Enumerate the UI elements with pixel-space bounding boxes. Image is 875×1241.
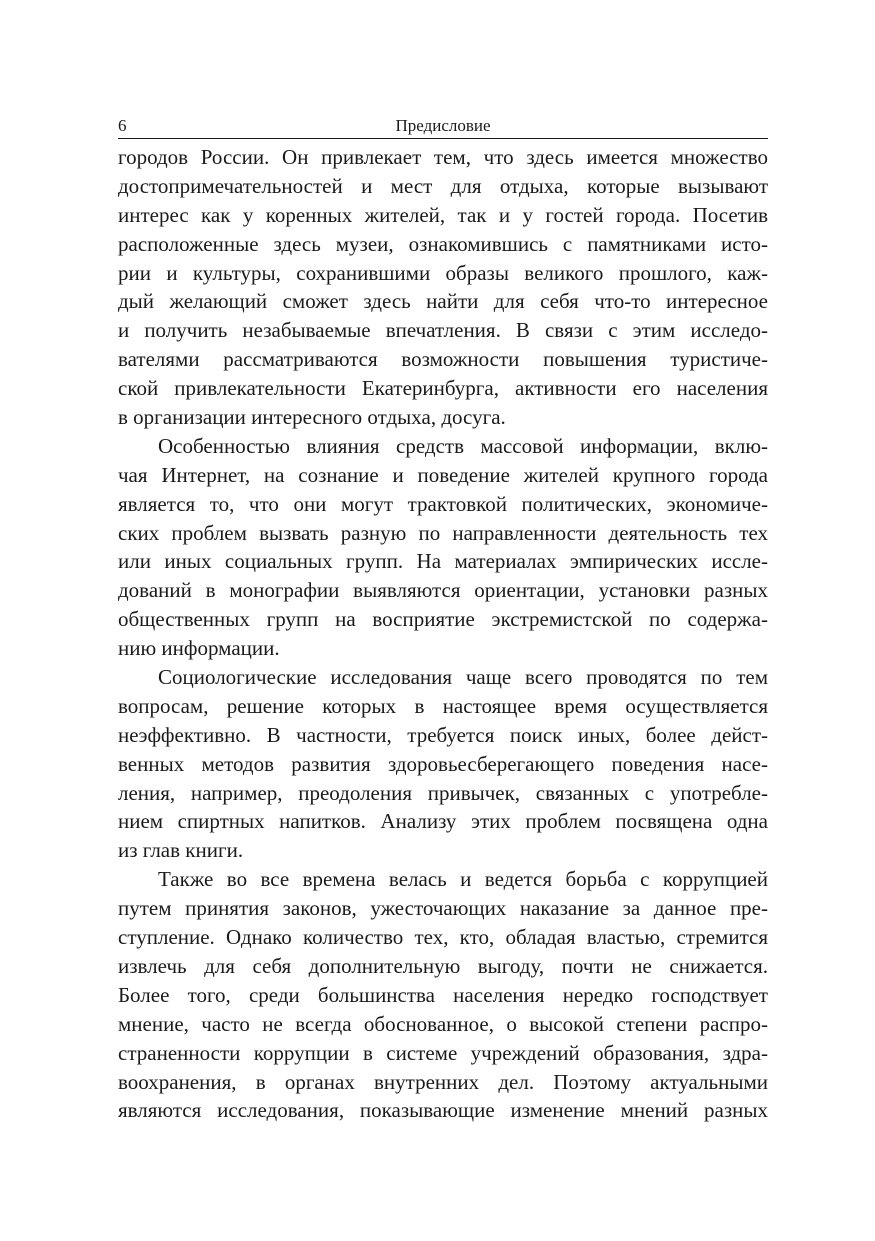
text-line: из глав книги. xyxy=(118,838,244,863)
text-line: ской привлекательности Екатеринбурга, активности его населения xyxy=(118,376,768,401)
section-title: Предисловие xyxy=(395,116,491,135)
text-line: расположенные здесь музеи, ознакомившись с памятниками исто- xyxy=(118,231,768,256)
text-line: вателями рассматриваются возможности повышения туристиче- xyxy=(118,347,768,372)
text-line: интерес как у коренных жителей, так и у гостей города. Посетив xyxy=(118,202,768,227)
text-line: достопримечательностей и мест для отдыха, которые вызывают xyxy=(118,173,768,198)
text-line: страненности коррупции в системе учреждений образования, здра- xyxy=(118,1040,768,1065)
text-line: чая Интернет, на сознание и поведение жителей крупного города xyxy=(118,462,768,487)
text-line: дований в монографии выявляются ориентации, установки разных xyxy=(118,578,768,603)
running-header xyxy=(118,112,768,139)
text-line: воохранения, в органах внутренних дел. Поэтому актуальными xyxy=(118,1069,768,1094)
text-line: общественных групп на восприятие экстремистской по содержа- xyxy=(118,607,768,632)
text-line: путем принятия законов, ужесточающих наказание за данное пре- xyxy=(118,896,768,921)
text-line: Более того, среди большинства населения нередко господствует xyxy=(118,982,768,1007)
paragraph xyxy=(118,432,768,663)
paragraph xyxy=(118,865,768,1125)
text-line: нию информации. xyxy=(118,636,280,661)
book-page xyxy=(118,112,768,1125)
text-line: рии и культуры, сохранившими образы великого прошлого, каж- xyxy=(118,260,768,285)
text-line: извлечь для себя дополнительную выгоду, почти не снижается. xyxy=(118,953,768,978)
page-number: 6 xyxy=(118,116,127,135)
text-line: ступление. Однако количество тех, кто, обладая властью, стремится xyxy=(118,925,768,950)
text-line: в организации интересного отдыха, досуга. xyxy=(118,405,506,430)
text-line: венных методов развития здоровьесберегающего поведения насе- xyxy=(118,751,768,776)
text-line: нием спиртных напитков. Анализу этих проблем посвящена одна xyxy=(118,809,768,834)
text-line: Социологические исследования чаще всего проводятся по тем xyxy=(158,665,768,690)
text-line: вопросам, решение которых в настоящее время осуществляется xyxy=(118,693,768,718)
text-line: ления, например, преодоления привычек, связанных с употребле- xyxy=(118,780,768,805)
text-line: дый желающий сможет здесь найти для себя что-то интересное xyxy=(118,289,768,314)
paragraph xyxy=(118,663,768,865)
body-text xyxy=(118,143,768,1125)
text-line: являются исследования, показывающие изменение мнений разных xyxy=(118,1098,768,1123)
text-line: неэффективно. В частности, требуется поиск иных, более дейст- xyxy=(118,722,768,747)
text-line: мнение, часто не всегда обоснованное, о высокой степени распро- xyxy=(118,1011,768,1036)
text-line: Особенностью влияния средств массовой информации, вклю- xyxy=(158,433,768,458)
text-line: и получить незабываемые впечатления. В связи с этим исследо- xyxy=(118,318,768,343)
text-line: является то, что они могут трактовкой политических, экономиче- xyxy=(118,491,768,516)
text-line: Также во все времена велась и ведется борьба с коррупцией xyxy=(158,867,768,892)
text-line: ских проблем вызвать разную по направленности деятельность тех xyxy=(118,520,768,545)
text-line: городов России. Он привлекает тем, что здесь имеется множество xyxy=(118,145,768,169)
paragraph xyxy=(118,143,768,432)
text-line: или иных социальных групп. На материалах эмпирических иссле- xyxy=(118,549,768,574)
